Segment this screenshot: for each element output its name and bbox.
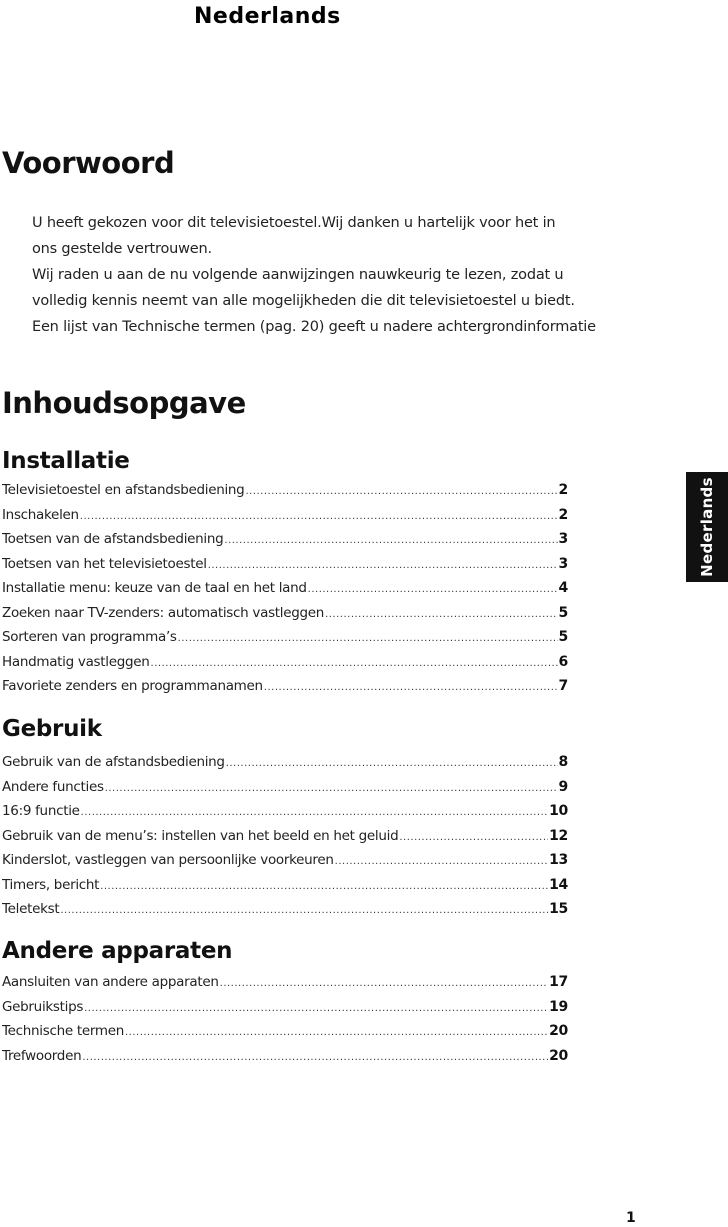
dot-leader (105, 783, 558, 794)
toc-title: Inhoudsopgave (2, 386, 246, 420)
foreword-line: Wij raden u aan de nu volgende aanwijzingen nauwkeurig te lezen, zodat u (32, 267, 564, 283)
toc-entry-page: 9 (558, 778, 568, 795)
foreword-text (32, 210, 632, 340)
toc-entry-label: Favoriete zenders en programmanamen (2, 678, 263, 694)
language-side-tab-label: Nederlands (698, 477, 716, 577)
toc-entry-label: Timers, bericht (2, 876, 100, 893)
page-number: 1 (626, 1210, 636, 1226)
dot-leader (80, 511, 558, 522)
toc-entry-label: Inschakelen (2, 506, 79, 523)
toc-entry-label: Toetsen van het televisietoestel (2, 555, 207, 572)
dot-leader (178, 633, 558, 644)
toc-entry[interactable] (2, 852, 568, 877)
toc-entry-label: Sorteren van programma’s (2, 629, 177, 645)
toc-entry[interactable] (2, 605, 568, 630)
toc-entry[interactable] (2, 999, 568, 1024)
toc-entry-page: 20 (549, 1047, 568, 1064)
dot-leader (151, 658, 558, 669)
toc-entry[interactable] (2, 901, 568, 926)
toc-list-installatie (2, 482, 568, 703)
toc-section-title-andere-apparaten: Andere apparaten (2, 938, 233, 964)
toc-entry-page: 5 (558, 629, 568, 645)
dot-leader (245, 486, 557, 497)
toc-list-andere-apparaten (2, 974, 568, 1072)
toc-entry[interactable] (2, 877, 568, 902)
dot-leader (335, 856, 548, 867)
dot-leader (224, 535, 557, 546)
dot-leader (325, 609, 557, 620)
dot-leader (84, 1003, 548, 1014)
dot-leader (125, 1027, 548, 1038)
toc-entry[interactable] (2, 507, 568, 532)
toc-entry[interactable] (2, 556, 568, 581)
toc-entry-page: 12 (549, 827, 568, 844)
dot-leader (399, 832, 548, 843)
toc-entry-label: Gebruik van de afstandsbediening (2, 754, 225, 770)
foreword-line: Een lijst van Technische termen (pag. 20) geeft u nadere achtergrondinformatie (32, 319, 596, 335)
toc-entry[interactable] (2, 678, 568, 703)
toc-entry[interactable] (2, 828, 568, 853)
toc-entry-label: Aansluiten van andere apparaten (2, 974, 219, 990)
toc-entry[interactable] (2, 482, 568, 507)
toc-entry-page: 3 (558, 555, 568, 572)
toc-entry-page: 2 (558, 506, 568, 523)
toc-entry[interactable] (2, 1023, 568, 1048)
toc-entry-label: Kinderslot, vastleggen van persoonlijke voorkeuren (2, 852, 334, 868)
dot-leader (60, 905, 548, 916)
toc-entry-page: 8 (558, 754, 568, 770)
dot-leader (226, 758, 558, 769)
dot-leader (208, 560, 558, 571)
toc-entry-page: 7 (558, 678, 568, 694)
toc-entry-label: Installatie menu: keuze van de taal en het land (2, 580, 307, 596)
toc-section-title-installatie: Installatie (2, 448, 130, 474)
toc-entry[interactable] (2, 779, 568, 804)
toc-entry-page: 10 (549, 803, 568, 819)
toc-entry-label: Televisietoestel en afstandsbediening (2, 482, 245, 498)
toc-entry-label: 16:9 functie (2, 803, 80, 819)
toc-entry-label: Toetsen van de afstandsbediening (2, 531, 224, 547)
toc-entry-page: 5 (558, 604, 568, 621)
toc-entry-page: 13 (549, 852, 568, 868)
foreword-line: volledig kennis neemt van alle mogelijkheden die dit televisietoestel u biedt. (32, 293, 575, 309)
toc-entry-label: Gebruik van de menu’s: instellen van het beeld en het geluid (2, 827, 399, 844)
foreword-line: ons gestelde vertrouwen. (32, 241, 212, 257)
dot-leader (220, 978, 548, 989)
toc-section-title-gebruik: Gebruik (2, 716, 102, 742)
toc-entry-label: Teletekst (2, 901, 60, 917)
toc-entry[interactable] (2, 803, 568, 828)
toc-entry[interactable] (2, 629, 568, 654)
foreword-title: Voorwoord (2, 146, 175, 180)
toc-entry-page: 6 (558, 653, 568, 670)
toc-entry-page: 20 (549, 1023, 568, 1039)
toc-entry-label: Trefwoorden (2, 1047, 82, 1064)
toc-entry-page: 3 (558, 531, 568, 547)
toc-entry-page: 15 (549, 901, 568, 917)
toc-entry[interactable] (2, 531, 568, 556)
toc-entry-page: 2 (558, 482, 568, 498)
toc-entry[interactable] (2, 1048, 568, 1073)
dot-leader (100, 881, 548, 892)
toc-list-gebruik (2, 754, 568, 926)
toc-entry-page: 17 (549, 974, 568, 990)
language-side-tab[interactable] (686, 472, 728, 582)
toc-entry[interactable] (2, 654, 568, 679)
toc-entry-label: Handmatig vastleggen (2, 653, 150, 670)
dot-leader (308, 584, 558, 595)
dot-leader (82, 1052, 548, 1063)
toc-entry[interactable] (2, 754, 568, 779)
dot-leader (264, 682, 558, 693)
toc-entry[interactable] (2, 580, 568, 605)
toc-entry-page: 14 (549, 876, 568, 893)
dot-leader (81, 807, 548, 818)
toc-entry-page: 4 (558, 580, 568, 596)
toc-entry-page: 19 (549, 998, 568, 1015)
toc-entry-label: Technische termen (2, 1023, 124, 1039)
toc-entry-label: Gebruikstips (2, 998, 84, 1015)
toc-entry-label: Zoeken naar TV-zenders: automatisch vastleggen (2, 604, 325, 621)
language-header: Nederlands (194, 4, 341, 29)
toc-entry-label: Andere functies (2, 778, 104, 795)
toc-entry[interactable] (2, 974, 568, 999)
foreword-line: U heeft gekozen voor dit televisietoestel.Wij danken u hartelijk voor het in (32, 215, 556, 231)
